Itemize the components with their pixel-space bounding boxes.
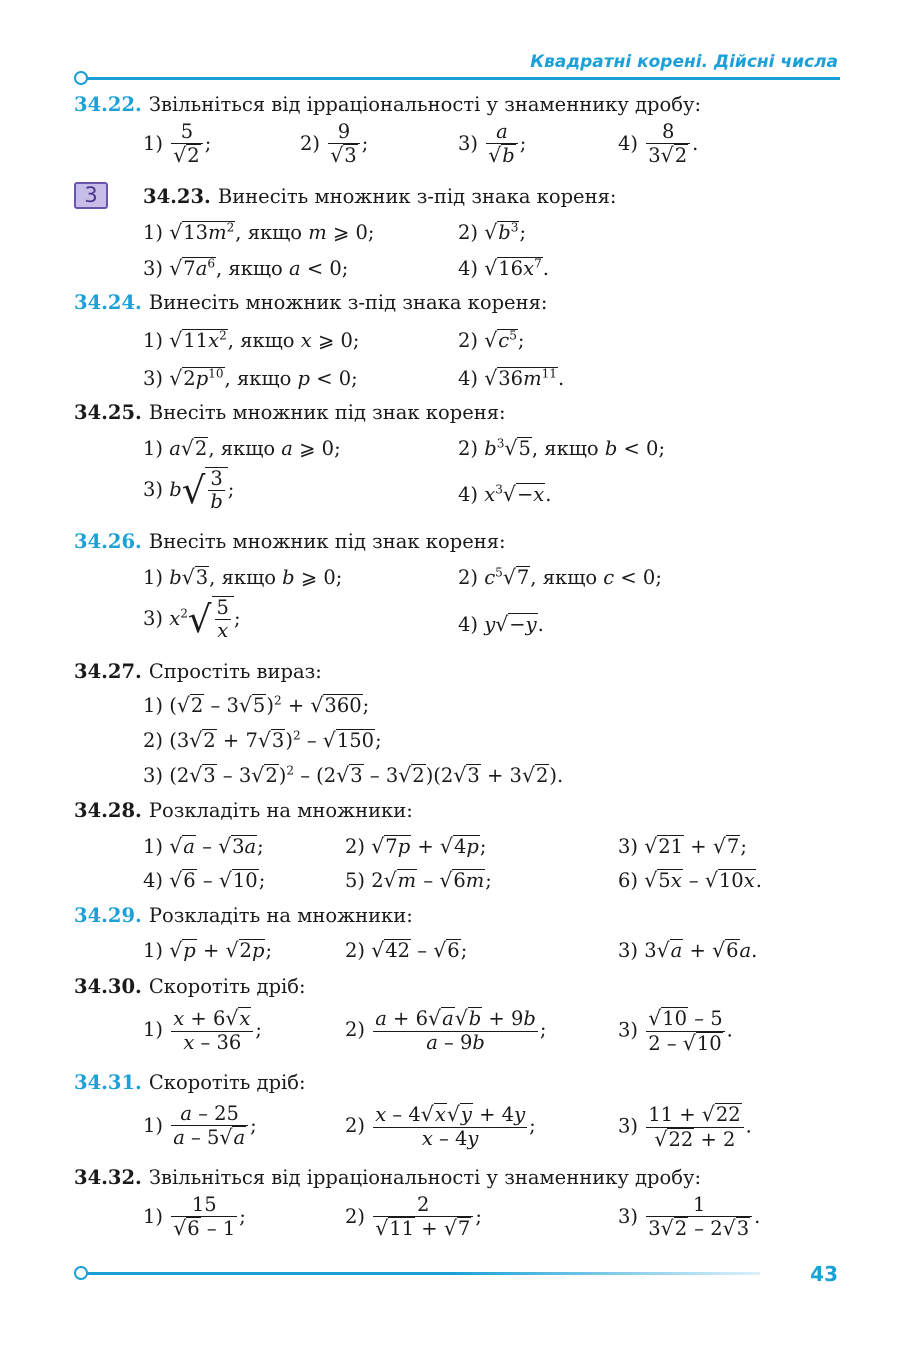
problem-text: Розкладіть на множники: [148, 799, 413, 822]
problem-34-26 [74, 530, 506, 553]
problem-text: Внесіть множник під знак кореня: [148, 530, 506, 553]
problem-text: Скоротіть дріб: [148, 1071, 306, 1094]
problem-34-25 [74, 401, 506, 424]
item-34-25-1: 1) a√2, якщо a ⩾ 0; [143, 436, 341, 460]
problem-34-23 [143, 185, 616, 208]
item-34-24-1: 1) $√11x^2$, якщо x ⩾ 0; [143, 328, 360, 352]
item-34-32-3: 3) $\frac{1}{3√2 - 2√3}$ . [618, 1193, 761, 1241]
item-34-28-5: 5) 2√m – √6m; [345, 868, 492, 892]
item-34-28-2: 2) √7p + √4p; [345, 834, 487, 858]
problem-number: 34.23. [143, 185, 211, 208]
problem-text: Винесіть множник з-під знака кореня: [217, 185, 617, 208]
page-number: 43 [810, 1262, 838, 1286]
problem-34-29 [74, 904, 413, 927]
item-34-29-1: 1) √p + √2p; [143, 938, 273, 962]
item-34-25-4: 4) $x^3√-x$. [458, 482, 552, 506]
item-34-23-2: 2) $√b^3$; [458, 220, 527, 244]
problem-34-24 [74, 291, 547, 314]
problem-text: Звільніться від ірраціональності у знаменнику дробу: [148, 93, 702, 116]
item-34-27-3: 3) (2√3 – 3√2)$^2$ – (2√3 – 3√2)(2√3 + 3√2). [143, 763, 564, 787]
problem-text: Звільніться від ірраціональності у знаменнику дробу: [148, 1166, 702, 1189]
problem-34-28 [74, 799, 413, 822]
item-34-30-2: 2) $\frac{a + 6√a√b + 9b}{a - 9b}$ ; [345, 1006, 547, 1054]
item-34-32-2: 2) $\frac{2}{√11 + √7}$ ; [345, 1193, 482, 1241]
item-34-22-4: 4) $\frac{8}{3√2}$ . [618, 120, 699, 168]
item-34-31-1: 1) $\frac{a - 25}{a - 5√a}$ ; [143, 1102, 257, 1150]
problem-number: 34.24. [74, 291, 142, 314]
problem-number: 34.26. [74, 530, 142, 553]
item-34-30-3: 3) $\frac{√10 - 5}{2 - √10}$ . [618, 1006, 733, 1055]
item-34-24-3: 3) $√2p^{10}$, якщо p < 0; [143, 366, 358, 390]
item-34-26-3: 3) $x^2√$ $\frac{5}{x}$ ; [143, 596, 241, 643]
item-34-26-4: 4) y√−y. [458, 612, 544, 636]
item-34-30-1: 1) $\frac{x + 6√x}{x - 36}$ ; [143, 1006, 262, 1054]
item-34-25-3: 3) b√ $\frac{3}{b}$ ; [143, 467, 235, 514]
item-34-28-1: 1) √a – √3a; [143, 834, 264, 858]
problem-34-27 [74, 660, 322, 683]
item-34-23-4: 4) $√16x^7$. [458, 256, 549, 280]
item-34-25-2: 2) $b^3√5$, якщо b < 0; [458, 436, 666, 460]
item-34-28-3: 3) √21 + √7; [618, 834, 747, 858]
item-34-22-3: 3) $\frac{a}{√b}$ ; [458, 120, 527, 168]
problem-34-31 [74, 1071, 306, 1094]
problem-number: 34.28. [74, 799, 142, 822]
item-34-26-2: 2) $c^5√7$, якщо c < 0; [458, 565, 662, 589]
item-34-23-3: 3) $√7a^6$, якщо a < 0; [143, 256, 349, 280]
problem-number: 34.29. [74, 904, 142, 927]
level-badge: 3 [74, 182, 108, 209]
problem-34-22 [74, 93, 701, 116]
item-34-31-3: 3) $\frac{11 + √22}{√22 + 2}$ . [618, 1102, 752, 1151]
top-rule [80, 77, 840, 80]
item-34-32-1: 1) $\frac{15}{√6 - 1}$ ; [143, 1193, 246, 1241]
item-34-29-2: 2) √42 – √6; [345, 938, 468, 962]
item-34-26-1: 1) b√3, якщо b ⩾ 0; [143, 565, 343, 589]
item-34-29-3: 3) 3√a + √6a. [618, 938, 758, 962]
problem-number: 34.25. [74, 401, 142, 424]
item-34-23-1: 1) $√13m^2$, якщо m ⩾ 0; [143, 220, 375, 244]
item-34-27-1: 1) (√2 – 3√5)$^2$ + √360; [143, 693, 370, 717]
problem-34-30 [74, 975, 306, 998]
problem-number: 34.32. [74, 1166, 142, 1189]
rule-dot-icon [74, 71, 88, 85]
item-34-31-2: 2) $\frac{x - 4√x√y + 4y}{x - 4y}$ ; [345, 1102, 536, 1150]
problem-number: 34.31. [74, 1071, 142, 1094]
problem-number: 34.30. [74, 975, 142, 998]
problem-text: Спростіть вираз: [148, 660, 322, 683]
problem-text: Розкладіть на множники: [148, 904, 413, 927]
item-34-27-2: 2) $(3√2 + 7√3)^2 - √150$; [143, 728, 382, 752]
item-34-28-6: 6) √5x – √10x. [618, 868, 762, 892]
problem-34-32 [74, 1166, 701, 1189]
problem-text: Скоротіть дріб: [148, 975, 306, 998]
item-34-22-1: 1) $\frac{5}{√2}$ ; [143, 120, 212, 168]
rule-dot-icon [74, 1266, 88, 1280]
problem-number: 34.22. [74, 93, 142, 116]
problem-text: Внесіть множник під знак кореня: [148, 401, 506, 424]
item-34-24-4: 4) $√36m^{11}$. [458, 366, 565, 390]
running-head: Квадратні корені. Дійсні числа [530, 52, 838, 72]
problem-text: Винесіть множник з-під знака кореня: [148, 291, 548, 314]
problem-number: 34.27. [74, 660, 142, 683]
bottom-rule [80, 1272, 760, 1275]
item-34-24-2: 2) $√c^5$; [458, 328, 525, 352]
item-34-22-2: 2) $\frac{9}{√3}$ ; [300, 120, 369, 168]
item-34-28-4: 4) √6 – √10; [143, 868, 266, 892]
